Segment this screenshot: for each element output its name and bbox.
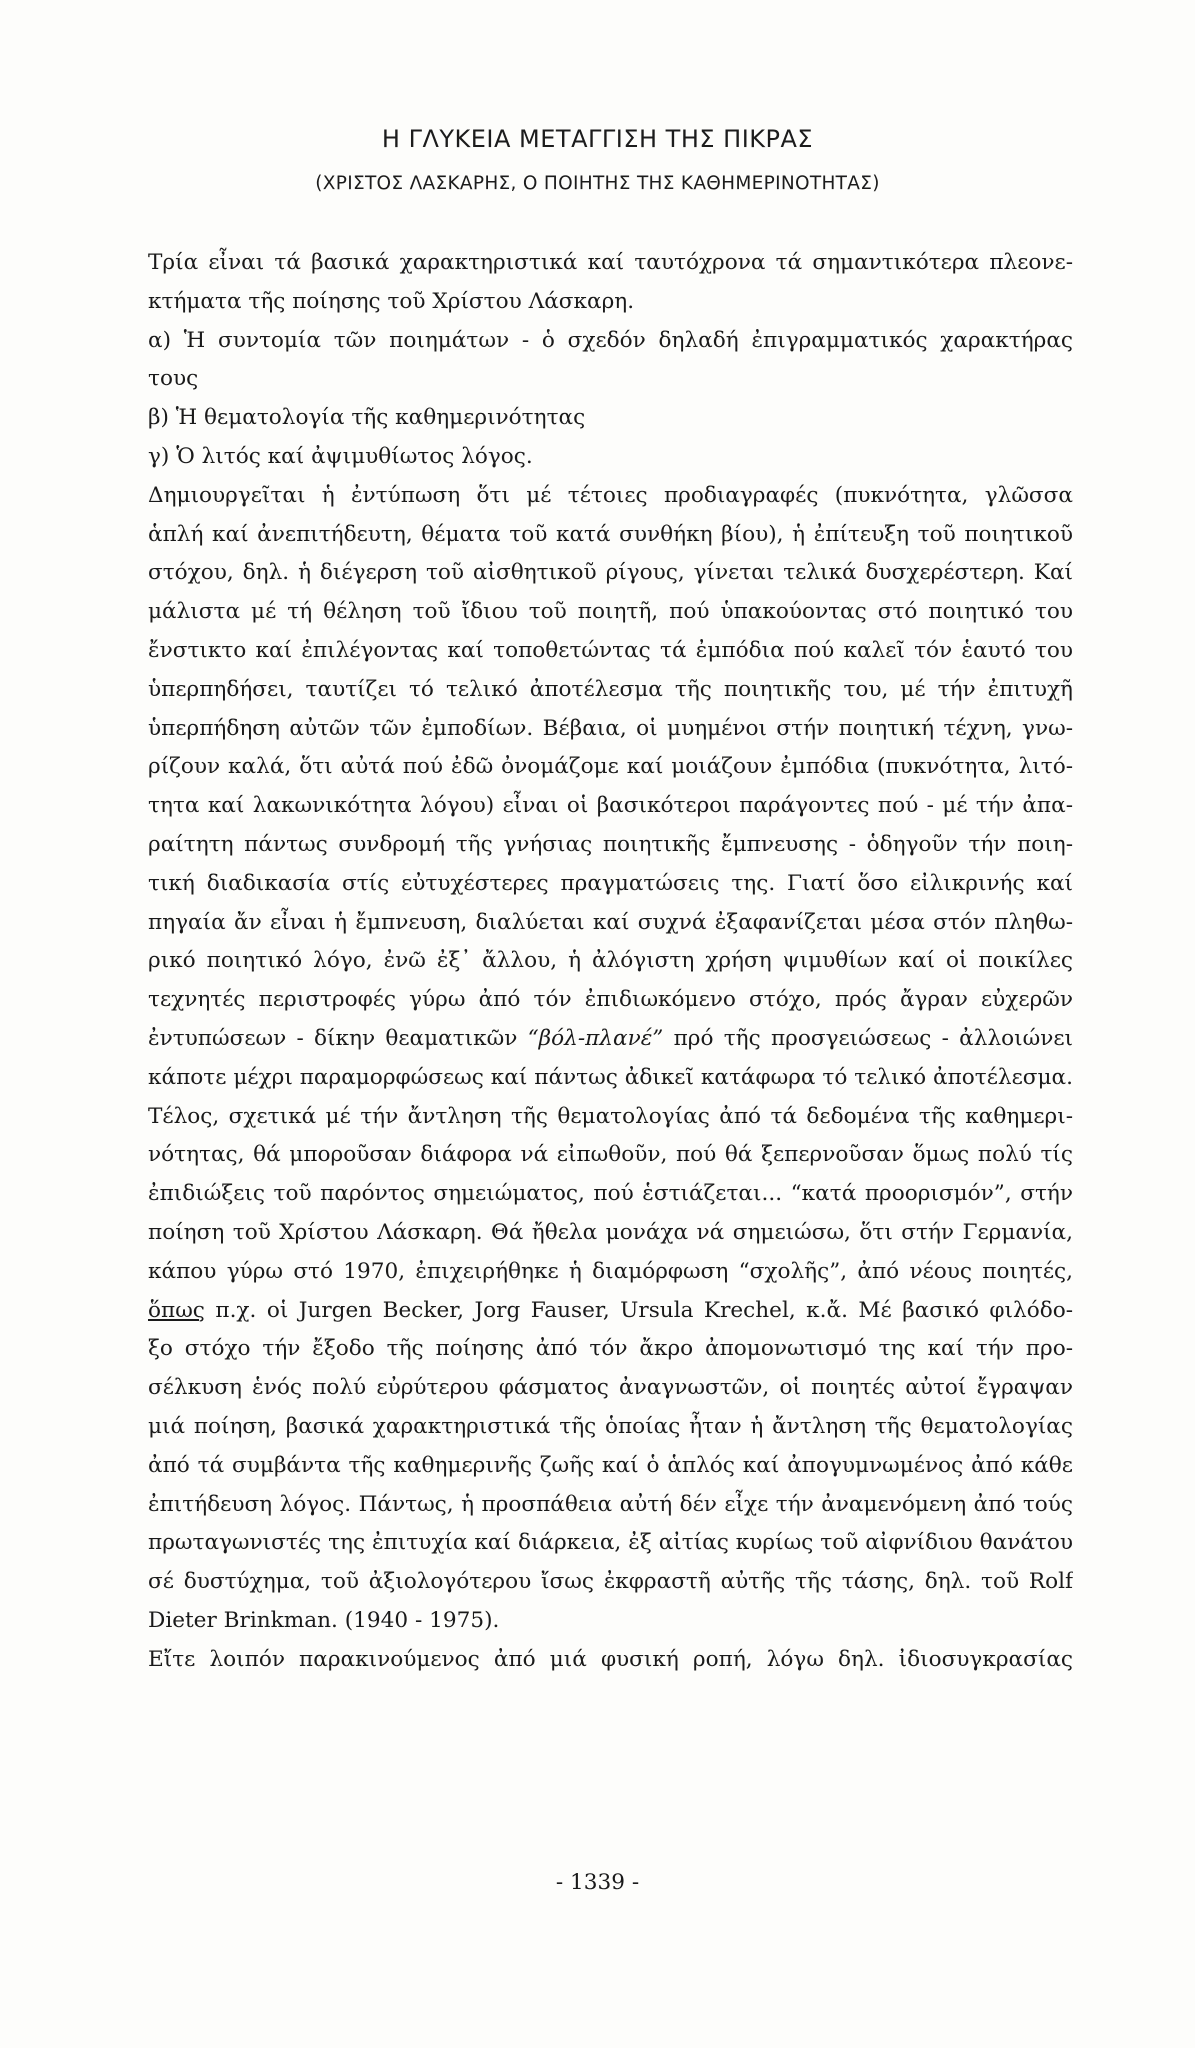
text-segment: π.χ. οἱ Jurgen Becker, Jorg Fauser, Ursula Krechel, κ.ἄ. Μέ βασικό φιλόδο- — [215, 1297, 1073, 1323]
text-line: ρικό ποιητικό λόγο, ἐνῶ ἐξ᾽ ἄλλου, ἡ ἀλόγιστη χρήση ψιμυθίων καί οἱ ποικίλες — [148, 948, 1073, 974]
text-line: ἔνστικτο καί ἐπιλέγοντας καί τοποθετώντας τά ἐμπόδια πού καλεῖ τόν ἑαυτό του — [148, 637, 1073, 663]
text-line: ἐπιτήδευση λόγος. Πάντως, ἡ προσπάθεια αὐτή δέν εἶχε τήν ἀναμενόμενη ἀπό τούς — [148, 1491, 1073, 1517]
text-line: ὑπερπηδήσει, ταυτίζει τό τελικό ἀποτέλεσμα τῆς ποιητικῆς του, μέ τήν ἐπιτυχῆ — [148, 676, 1073, 702]
text-line: κτήματα τῆς ποίησης τοῦ Χρίστου Λάσκαρη. — [148, 288, 635, 314]
italic-phrase: “βόλ-πλανέ” — [527, 1025, 664, 1051]
text-line: Εἴτε λοιπόν παρακινούμενος ἀπό μιά φυσική ροπή, λόγω δηλ. ἰδιοσυγκρασίας — [148, 1646, 1073, 1672]
page-title: Η ΓΛΥΚΕΙΑ ΜΕΤΑΓΓΙΣΗ ΤΗΣ ΠΙΚΡΑΣ — [381, 125, 814, 153]
underlined-word: ὅπως — [148, 1297, 205, 1323]
page-number: - 1339 - — [555, 1870, 640, 1895]
text-line: γ) Ὁ λιτός καί ἀψιμυθίωτος λόγος. — [148, 443, 533, 469]
text-line: πρωταγωνιστές της ἐπιτυχία καί διάρκεια, ἐξ αἰτίας κυρίως τοῦ αἰφνίδιου θανάτου — [148, 1530, 1073, 1556]
text-line: τεχνητές περιστροφές γύρω ἀπό τόν ἐπιδιωκόμενο στόχο, πρός ἄγραν εὐχερῶν — [148, 987, 1073, 1013]
text-line: στόχου, δηλ. ἡ διέγερση τοῦ αἰσθητικοῦ ρίγους, γίνεται τελικά δυσχερέστερη. Καί — [148, 560, 1073, 586]
text-line: ραίτητη πάντως συνδρομή τῆς γνήσιας ποιητικῆς ἔμπνευσης - ὁδηγοῦν τήν ποιη- — [148, 831, 1073, 857]
text-line: σέ δυστύχημα, τοῦ ἀξιολογότερου ἴσως ἐκφραστῆ αὐτῆς τῆς τάσης, δηλ. τοῦ Rolf — [148, 1569, 1073, 1595]
text-line: ρίζουν καλά, ὅτι αὐτά πού ἐδῶ ὀνομάζομε καί μοιάζουν ἐμπόδια (πυκνότητα, λιτό- — [148, 754, 1073, 780]
text-line: τική διαδικασία στίς εὐτυχέστερες πραγματώσεις της. Γιατί ὅσο εἰλικρινής καί — [148, 870, 1073, 896]
text-line: σέλκυση ἑνός πολύ εὐρύτερου φάσματος ἀναγνωστῶν, οἱ ποιητές αὐτοί ἔγραψαν — [148, 1375, 1073, 1401]
text-line: τητα καί λακωνικότητα λόγου) εἶναι οἱ βασικότεροι παράγοντες πού - μέ τήν ἀπα- — [148, 793, 1073, 819]
text-line: μιά ποίηση, βασικά χαρακτηριστικά τῆς ὁποίας ἦταν ἡ ἄντληση τῆς θεματολογίας — [148, 1413, 1073, 1439]
text-line: κάποτε μέχρι παραμορφώσεως καί πάντως ἀδικεῖ κατάφωρα τό τελικό ἀποτέλεσμα. — [148, 1064, 1073, 1090]
text-line: ποίηση τοῦ Χρίστου Λάσκαρη. Θά ἤθελα μονάχα νά σημειώσω, ὅτι στήν Γερμανία, — [148, 1219, 1073, 1245]
text-line: νότητας, θά μποροῦσαν διάφορα νά εἰπωθοῦν, πού θά ξεπερνοῦσαν ὅμως πολύ τίς — [148, 1142, 1073, 1168]
text-line: β) Ἡ θεματολογία τῆς καθημερινότητας — [148, 405, 586, 431]
text-line: ἁπλή καί ἀνεπιτήδευτη, θέματα τοῦ κατά συνθήκη βίου), ἡ ἐπίτευξη τοῦ ποιητικοῦ — [148, 521, 1073, 547]
body-text — [148, 244, 1073, 1679]
text-segment: ἐντυπώσεων - δίκην θεαματικῶν — [148, 1025, 518, 1051]
text-line: μάλιστα μέ τή θέληση τοῦ ἴδιου τοῦ ποιητῆ, πού ὑπακούοντας στό ποιητικό του — [148, 599, 1073, 625]
text-line: Τρία εἶναι τά βασικά χαρακτηριστικά καί ταυτόχρονα τά σημαντικότερα πλεονε- — [148, 250, 1073, 275]
text-line: Dieter Brinkman. (1940 - 1975). — [148, 1607, 500, 1633]
page-subtitle: (ΧΡΙΣΤΟΣ ΛΑΣΚΑΡΗΣ, Ο ΠΟΙΗΤΗΣ ΤΗΣ ΚΑΘΗΜΕΡΙΝΟΤΗΤΑΣ) — [315, 173, 880, 194]
text-line: Τέλος, σχετικά μέ τήν ἄντληση τῆς θεματολογίας ἀπό τά δεδομένα τῆς καθημερι- — [148, 1103, 1073, 1129]
text-line: ἀπό τά συμβάντα τῆς καθημερινῆς ζωῆς καί ὁ ἁπλός καί ἀπογυμνωμένος ἀπό κάθε — [148, 1452, 1073, 1478]
text-line: ξο στόχο τήν ἔξοδο τῆς ποίησης ἀπό τόν ἄκρο ἀπομονωτισμό της καί τήν προ- — [148, 1336, 1073, 1362]
text-line: ἐπιδιώξεις τοῦ παρόντος σημειώματος, πού ἑστιάζεται... “κατά προορισμόν”, στήν — [148, 1181, 1073, 1207]
text-segment: πρό τῆς προσγειώσεως - ἀλλοιώνει — [673, 1025, 1073, 1051]
text-line: Δημιουργεῖται ἡ ἐντύπωση ὅτι μέ τέτοιες προδιαγραφές (πυκνότητα, γλῶσσα — [148, 482, 1073, 508]
text-line — [148, 1020, 1073, 1059]
text-line: α) Ἡ συντομία τῶν ποιημάτων - ὁ σχεδόν δηλαδή ἐπιγραμματικός χαρακτήρας — [148, 327, 1073, 353]
text-line: τους — [148, 366, 199, 392]
text-line: ὑπερπήδηση αὐτῶν τῶν ἐμποδίων. Βέβαια, οἱ μυημένοι στήν ποιητική τέχνη, γνω- — [148, 715, 1073, 741]
text-line: κάπου γύρω στό 1970, ἐπιχειρήθηκε ἡ διαμόρφωση “σχολῆς”, ἀπό νέους ποιητές, — [148, 1258, 1073, 1284]
text-line — [148, 1292, 1073, 1331]
text-line: πηγαία ἄν εἶναι ἡ ἔμπνευση, διαλύεται καί συχνά ἐξαφανίζεται μέσα στόν πληθω- — [148, 909, 1073, 935]
